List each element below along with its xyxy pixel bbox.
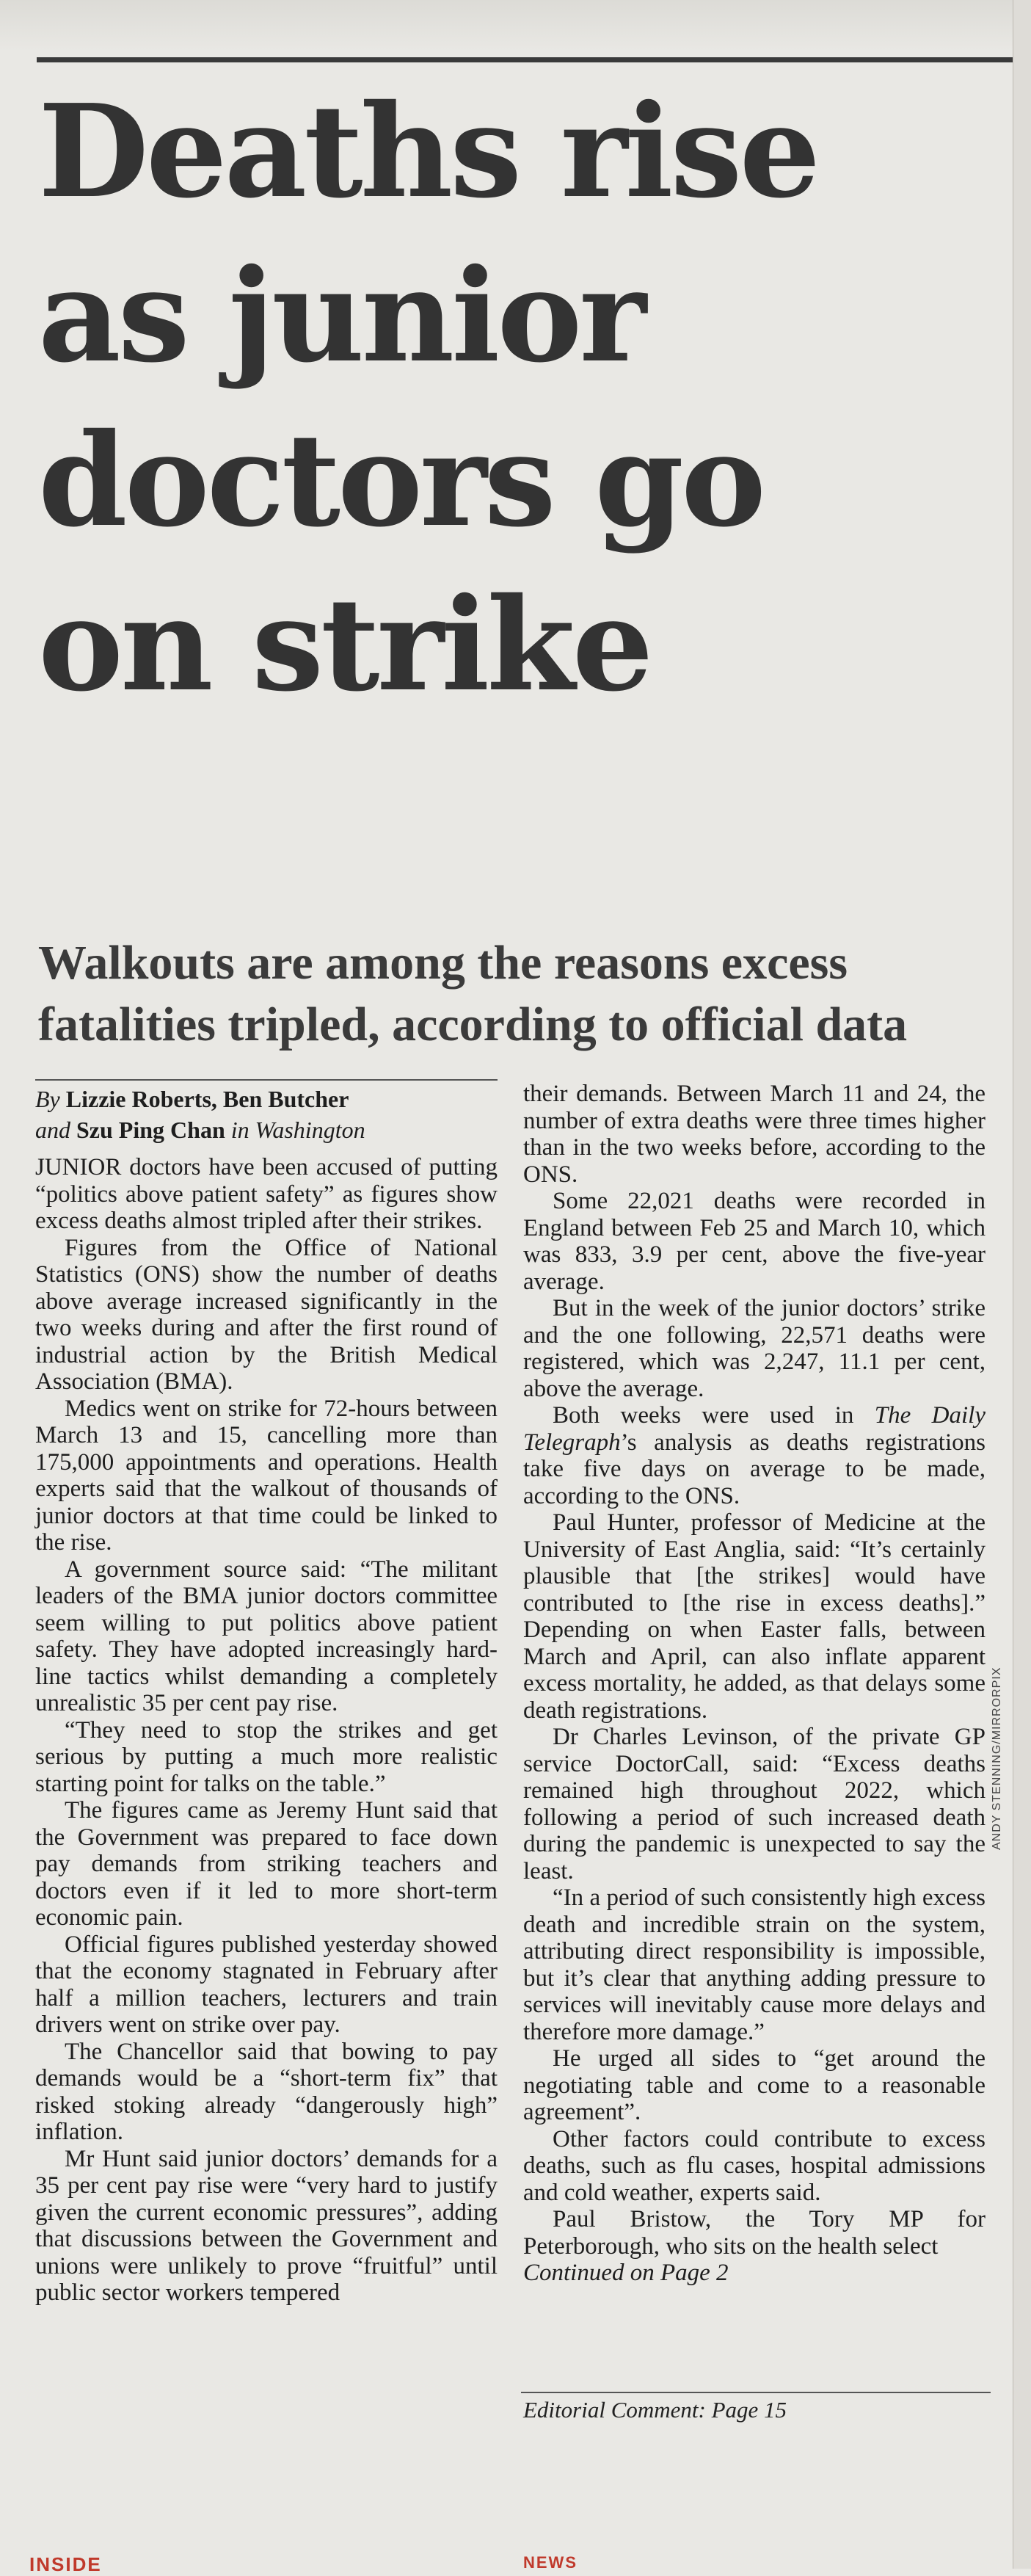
lead-text: doctors have been accused of putting “politics above patient safety” as figures show excess deaths almost tripled after their strikes. <box>35 1154 498 1234</box>
paragraph <box>523 1402 986 1509</box>
paragraph: “In a period of such consistently high excess death and incredible strain on the system, attributing direct responsibility is impossible, but it’s clear that anything adding pressure to services will inevitably cause more delays and therefore more damage.” <box>523 1884 986 2045</box>
continued-link[interactable]: Continued on Page 2 <box>523 2260 729 2286</box>
text: ’s analysis as deaths registrations take five days on average to be made, according to the ONS. <box>523 1429 986 1509</box>
paragraph: Mr Hunt said junior doctors’ demands for a 35 per cent pay rise were “very hard to justify given the current economic pressures”, adding that discussions between the Government and unions were unlikely to prove “fruitful” until public sector workers tempered <box>35 2145 498 2306</box>
subheadline: Walkouts are among the reasons excess fatalities tripled, according to official data <box>38 936 908 1051</box>
text: Both weeks were used in <box>553 1402 875 1429</box>
paragraph: The Chancellor said that bowing to pay demands would be a “short-term fix” that risked stoking already “dangerously high” inflation. <box>35 2038 498 2145</box>
article-column-left <box>35 1079 498 2307</box>
footer-inside-label: INSIDE <box>29 2553 102 2575</box>
footer-news-label: NEWS <box>523 2553 578 2572</box>
paragraph: Dr Charles Levinson, of the private GP service DoctorCall, said: “Excess deaths remained high throughout 2022, which following a period of such increased death during the pandemic is unexpected to say the least. <box>523 1724 986 1884</box>
byline-prefix: By <box>35 1086 60 1112</box>
paragraph: Some 22,021 deaths were recorded in England between Feb 25 and March 10, which was 833, 3.9 per cent, above the five-year average. <box>523 1188 986 1295</box>
byline-author-3: Szu Ping Chan <box>76 1117 225 1143</box>
photo-credit: ANDY STENNING/MIRRORPIX <box>991 1666 1003 1850</box>
headline-line-1: Deaths rise <box>38 77 818 227</box>
paragraph: Medics went on strike for 72-hours between March 13 and 15, cancelling more than 175,000 appointments and operations. Health experts said that the walkout of thousands of junior doctors at that time could be linked to the rise. <box>35 1395 498 1556</box>
paragraph: their demands. Between March 11 and 24, the number of extra deaths were three times higher than in the two weeks before, according to the ONS. <box>523 1081 986 1188</box>
paragraph: Paul Hunter, professor of Medicine at the University of East Anglia, said: “It’s certainly plausible that [the strikes] would have contributed to [the rise in excess deaths].” Depending on when Easter falls, between March and April, can also inflate apparent excess mortality, he added, as that delays some death registrations. <box>523 1509 986 1724</box>
article-column-right <box>523 1081 986 2287</box>
paragraph: “They need to stop the strikes and get serious by putting a much more realistic starting point for talks on the table.” <box>35 1716 498 1797</box>
paragraph: Official figures published yesterday showed that the economy stagnated in February after half a million teachers, lecturers and train drivers went on strike over pay. <box>35 1931 498 2038</box>
headline <box>38 70 1014 728</box>
byline-location: in Washington <box>230 1117 365 1143</box>
paragraph <box>35 1154 498 1235</box>
paragraph: He urged all sides to “get around the negotiating table and come to a reasonable agreement”. <box>523 2045 986 2125</box>
editorial-comment-link[interactable]: Editorial Comment: Page 15 <box>523 2397 787 2423</box>
paragraph: The figures came as Jeremy Hunt said that the Government was prepared to face down pay demands from striking teachers and doctors even if it led to more short-term economic pain. <box>35 1797 498 1931</box>
headline-line-3: doctors go <box>38 406 764 556</box>
lead-caps: JUNIOR <box>35 1154 122 1180</box>
byline <box>35 1079 498 1145</box>
publication-name: The Daily Telegraph <box>523 1402 986 1456</box>
previous-article-bleed <box>0 0 1031 51</box>
byline-authors: Lizzie Roberts, Ben Butcher <box>65 1086 349 1112</box>
adjacent-column-edge <box>1013 0 1031 2569</box>
headline-line-2: as junior <box>38 242 644 391</box>
top-rule <box>37 57 1031 62</box>
editorial-rule <box>521 2392 991 2393</box>
paragraph: Figures from the Office of National Statistics (ONS) show the number of deaths above average increased significantly in the two weeks during and after the first round of industrial action by the British Medical Association (BMA). <box>35 1234 498 1395</box>
paragraph: Paul Bristow, the Tory MP for Peterborough, who sits on the health select <box>523 2206 986 2260</box>
paragraph: A government source said: “The militant leaders of the BMA junior doctors committee seem willing to put politics above patient safety. They have adopted increasingly hard-line tactics whilst demanding a completely unrealistic 35 per cent pay rise. <box>35 1556 498 1716</box>
headline-line-4: on strike <box>38 570 651 720</box>
byline-and: and <box>35 1117 70 1143</box>
paragraph: But in the week of the junior doctors’ strike and the one following, 22,571 deaths were registered, which was 2,247, 11.1 per cent, above the average. <box>523 1295 986 1402</box>
paragraph: Other factors could contribute to excess deaths, such as flu cases, hospital admissions and cold weather, experts said. <box>523 2125 986 2206</box>
